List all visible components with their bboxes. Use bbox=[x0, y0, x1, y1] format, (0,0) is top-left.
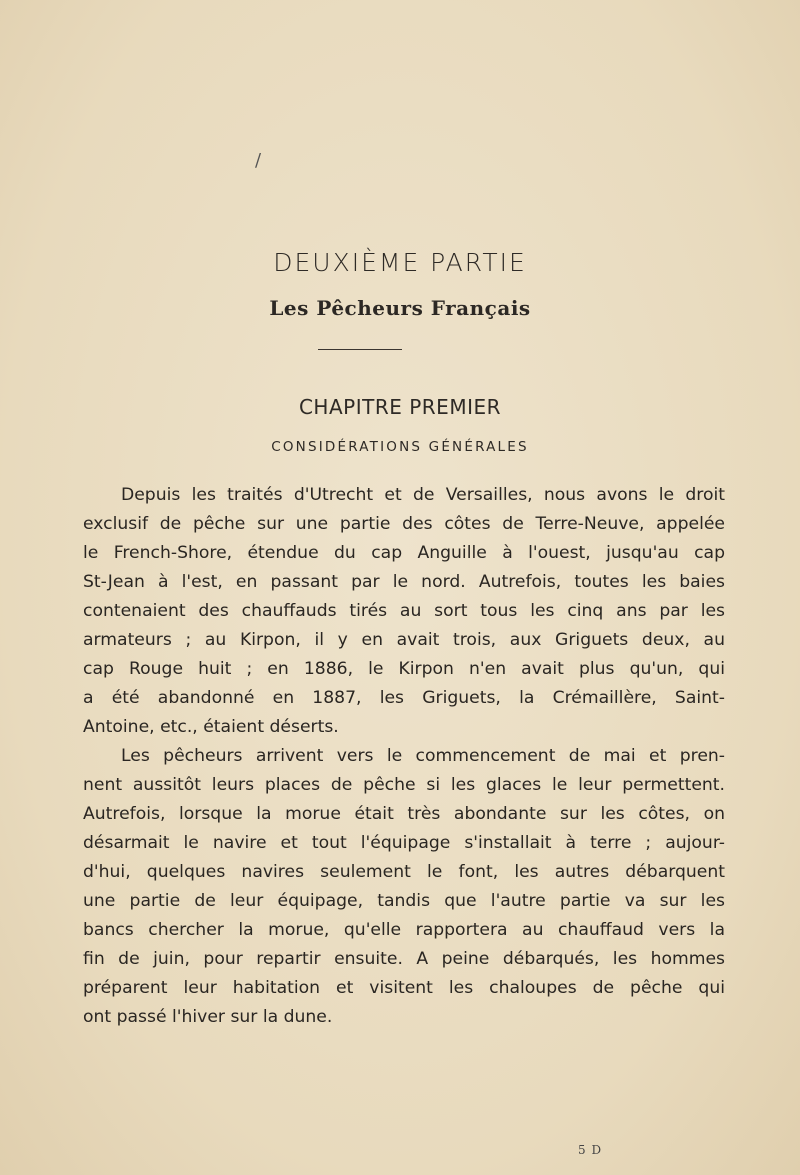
body-line: une partie de leur équipage, tandis que l'autre partie va sur les bbox=[83, 891, 725, 911]
chapter-title: CHAPITRE PREMIER bbox=[298, 395, 502, 419]
body-line: contenaient des chauffauds tirés au sort tous les cinq ans par les bbox=[83, 601, 725, 621]
body-line: Les pêcheurs arrivent vers le commencement de mai et pren- bbox=[121, 746, 725, 766]
part-subtitle: Les Pêcheurs Français bbox=[269, 296, 531, 320]
chapter-subtitle: CONSIDÉRATIONS GÉNÉRALES bbox=[271, 439, 529, 455]
body-line: ont passé l'hiver sur la dune. bbox=[83, 1007, 333, 1027]
body-line: préparent leur habitation et visitent les chaloupes de pêche qui bbox=[83, 978, 725, 998]
body-line: bancs chercher la morue, qu'elle rapportera au chauffaud vers la bbox=[83, 920, 725, 940]
body-line: Antoine, etc., étaient déserts. bbox=[83, 717, 339, 737]
body-line: cap Rouge huit ; en 1886, le Kirpon n'en avait plus qu'un, qui bbox=[83, 659, 725, 679]
margin-mark: / bbox=[255, 150, 262, 171]
body-line: fin de juin, pour repartir ensuite. A peine débarqués, les hommes bbox=[83, 949, 725, 969]
part-title: DEUXIÈME PARTIE bbox=[273, 248, 527, 277]
body-line: désarmait le navire et tout l'équipage s'installait à terre ; aujour- bbox=[83, 833, 725, 853]
body-line: armateurs ; au Kirpon, il y en avait trois, aux Griguets deux, au bbox=[83, 630, 725, 650]
body-line: Depuis les traités d'Utrecht et de Versailles, nous avons le droit bbox=[121, 485, 725, 505]
body-line: Autrefois, lorsque la morue était très abondante sur les côtes, on bbox=[83, 804, 725, 824]
signature-mark: 5 D bbox=[578, 1143, 603, 1157]
body-line: d'hui, quelques navires seulement le font, les autres débarquent bbox=[83, 862, 725, 882]
section-divider bbox=[318, 349, 402, 350]
body-line: le French-Shore, étendue du cap Anguille à l'ouest, jusqu'au cap bbox=[83, 543, 725, 563]
body-line: exclusif de pêche sur une partie des côtes de Terre-Neuve, appelée bbox=[83, 514, 725, 534]
body-line: St-Jean à l'est, en passant par le nord. Autrefois, toutes les baies bbox=[83, 572, 725, 592]
body-line: a été abandonné en 1887, les Griguets, la Crémaillère, Saint- bbox=[83, 688, 725, 708]
body-line: nent aussitôt leurs places de pêche si les glaces le leur permettent. bbox=[83, 775, 725, 795]
